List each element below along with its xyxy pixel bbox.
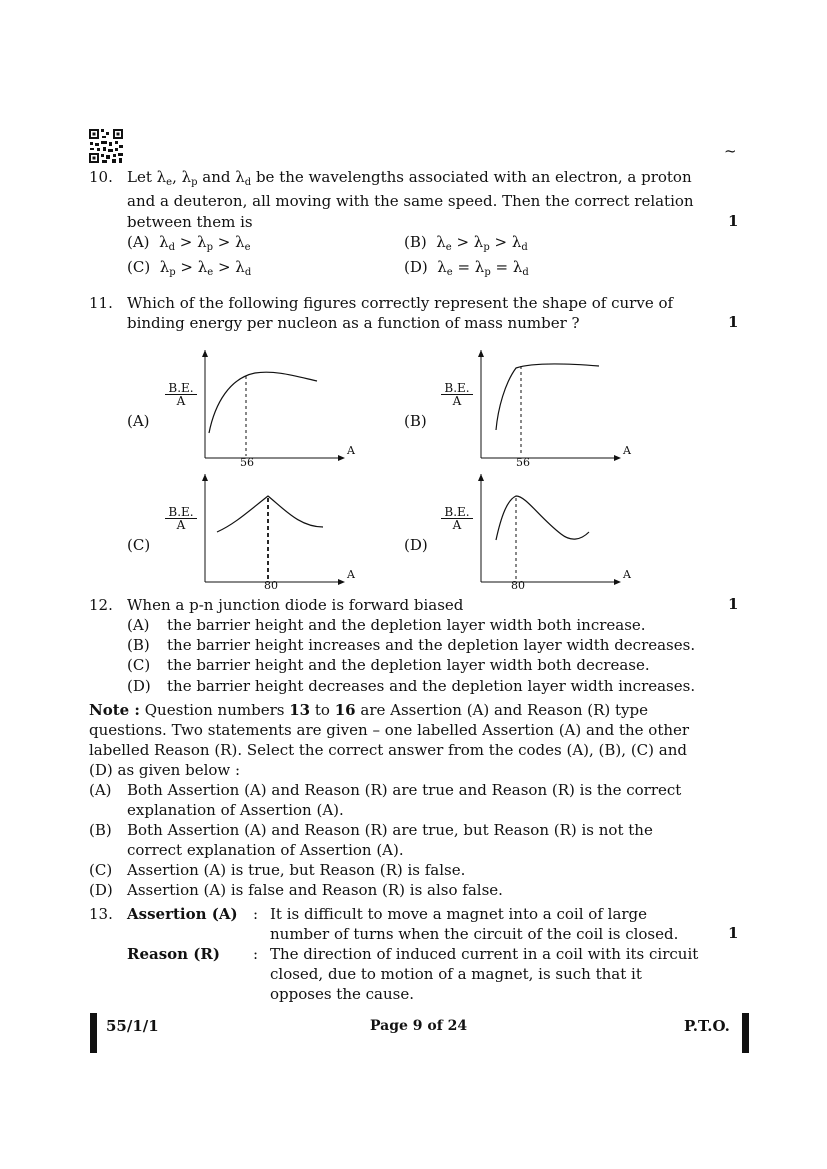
code-d-line1: Assertion (A) is false and Reason (R) is also false. xyxy=(127,881,503,899)
note-line3: labelled Reason (R). Select the correct answer from the codes (A), (B), (C) and xyxy=(89,741,687,759)
q12-option-d-text[interactable]: the barrier height decreases and the depletion layer width increases. xyxy=(167,677,696,695)
q13-assertion-label: Assertion (A) xyxy=(127,905,238,923)
graph-c-y-arrow xyxy=(202,474,208,481)
graph-a xyxy=(195,348,365,473)
graph-d-ylabel: B.E. A xyxy=(441,506,473,531)
q10-marks: 1 xyxy=(728,212,739,230)
code-a-line2: explanation of Assertion (A). xyxy=(127,801,344,819)
q10-number: 10. xyxy=(89,168,113,186)
graph-b-label[interactable]: (B) xyxy=(404,412,427,430)
code-a-line1: Both Assertion (A) and Reason (R) are true and Reason (R) is the correct xyxy=(127,781,682,799)
footer-right-bar xyxy=(742,1013,749,1053)
graph-d-y-arrow xyxy=(478,474,484,481)
q13-assertion-line2: number of turns when the circuit of the coil is closed. xyxy=(270,925,679,943)
graph-c-label[interactable]: (C) xyxy=(127,536,151,554)
footer-page-number: Page 9 of 24 xyxy=(370,1018,468,1034)
q11-line1: Which of the following figures correctly represent the shape of curve of xyxy=(127,294,674,312)
code-a-label: (A) xyxy=(89,781,112,799)
graph-b-tick: 56 xyxy=(516,456,530,469)
graph-a-curve xyxy=(209,372,317,433)
q13-marks: 1 xyxy=(728,924,739,942)
footer-code: 55/1/1 xyxy=(106,1017,159,1035)
graph-a-tick: 56 xyxy=(240,456,254,469)
note-line1: Note : Question numbers 13 to 16 are Assertion (A) and Reason (R) type xyxy=(89,701,649,719)
q12-option-c-label[interactable]: (C) xyxy=(127,656,151,674)
q12-option-d-label[interactable]: (D) xyxy=(127,677,151,695)
code-b-label: (B) xyxy=(89,821,112,839)
note-title: Note : xyxy=(89,701,140,719)
q12-stem: When a p-n junction diode is forward biased xyxy=(127,596,464,614)
graph-b-y-arrow xyxy=(478,350,484,357)
q12-option-a-label[interactable]: (A) xyxy=(127,616,150,634)
footer-left-bar xyxy=(90,1013,97,1053)
graph-d xyxy=(471,472,641,597)
q11-line2: binding energy per nucleon as a function of mass number ? xyxy=(127,314,580,332)
graph-a-label[interactable]: (A) xyxy=(127,412,150,430)
q10-line1: Let $\lambda_e$, $\lambda_p$ and $\lambda_d$ be the wavelengths associated with an electron, a proton xyxy=(127,168,692,188)
code-b-line1: Both Assertion (A) and Reason (R) are true, but Reason (R) is not the xyxy=(127,821,653,839)
code-c-label: (C) xyxy=(89,861,113,879)
q11-number: 11. xyxy=(89,294,113,312)
q13-reason-label: Reason (R) xyxy=(127,945,220,963)
graph-d-tick: 80 xyxy=(511,579,525,592)
q13-reason-colon: : xyxy=(253,945,259,963)
graph-c-curve xyxy=(217,496,323,532)
graph-c-ylabel: B.E. A xyxy=(165,506,197,531)
footer-pto: P.T.O. xyxy=(684,1017,730,1035)
q10-option-a[interactable]: (A) $\lambda_d > \lambda_p > \lambda_e$ xyxy=(127,233,251,253)
q11-marks: 1 xyxy=(728,313,739,331)
graph-c-xlabel: A xyxy=(347,568,355,581)
graph-b xyxy=(471,348,641,473)
graph-d-x-arrow xyxy=(614,579,621,585)
graph-a-y-arrow xyxy=(202,350,208,357)
code-c-line1: Assertion (A) is true, but Reason (R) is false. xyxy=(127,861,466,879)
q10-option-b[interactable]: (B) $\lambda_e > \lambda_p > \lambda_d$ xyxy=(404,233,528,253)
graph-a-ylabel: B.E. A xyxy=(165,382,197,407)
note-line2: questions. Two statements are given – one labelled Assertion (A) and the other xyxy=(89,721,690,739)
q13-reason-line2: closed, due to motion of a magnet, is such that it xyxy=(270,965,642,983)
graph-d-label[interactable]: (D) xyxy=(404,536,428,554)
q10-option-c[interactable]: (C) $\lambda_p > \lambda_e > \lambda_d$ xyxy=(127,258,252,278)
code-b-line2: correct explanation of Assertion (A). xyxy=(127,841,404,859)
q12-option-b-label[interactable]: (B) xyxy=(127,636,150,654)
graph-a-xlabel: A xyxy=(347,444,355,457)
q13-assertion-colon: : xyxy=(253,905,259,923)
q12-marks: 1 xyxy=(728,595,739,613)
graph-b-curve xyxy=(496,364,599,430)
q13-reason-line3: opposes the cause. xyxy=(270,985,414,1003)
graph-c-tick: 80 xyxy=(264,579,278,592)
graph-a-x-arrow xyxy=(338,455,345,461)
q12-option-a-text[interactable]: the barrier height and the depletion layer width both increase. xyxy=(167,616,646,634)
q13-number: 13. xyxy=(89,905,113,923)
qr-code xyxy=(88,128,124,164)
graph-d-xlabel: A xyxy=(623,568,631,581)
graph-c xyxy=(195,472,365,597)
graph-c-x-arrow xyxy=(338,579,345,585)
q10-line2: and a deuteron, all moving with the same speed. Then the correct relation xyxy=(127,192,694,210)
q10-option-d[interactable]: (D) $\lambda_e = \lambda_p = \lambda_d$ xyxy=(404,258,529,278)
graph-b-xlabel: A xyxy=(623,444,631,457)
graph-b-ylabel: B.E. A xyxy=(441,382,473,407)
graph-b-x-arrow xyxy=(614,455,621,461)
tilde-mark: ~ xyxy=(724,142,737,160)
note-line4: (D) as given below : xyxy=(89,761,241,779)
graph-d-curve xyxy=(496,496,589,540)
q13-assertion-line1: It is difficult to move a magnet into a coil of large xyxy=(270,905,648,923)
q12-option-c-text[interactable]: the barrier height and the depletion layer width both decrease. xyxy=(167,656,650,674)
q12-number: 12. xyxy=(89,596,113,614)
code-d-label: (D) xyxy=(89,881,113,899)
q13-reason-line1: The direction of induced current in a coil with its circuit xyxy=(270,945,699,963)
q12-option-b-text[interactable]: the barrier height increases and the depletion layer width decreases. xyxy=(167,636,696,654)
q10-line3: between them is xyxy=(127,213,253,231)
